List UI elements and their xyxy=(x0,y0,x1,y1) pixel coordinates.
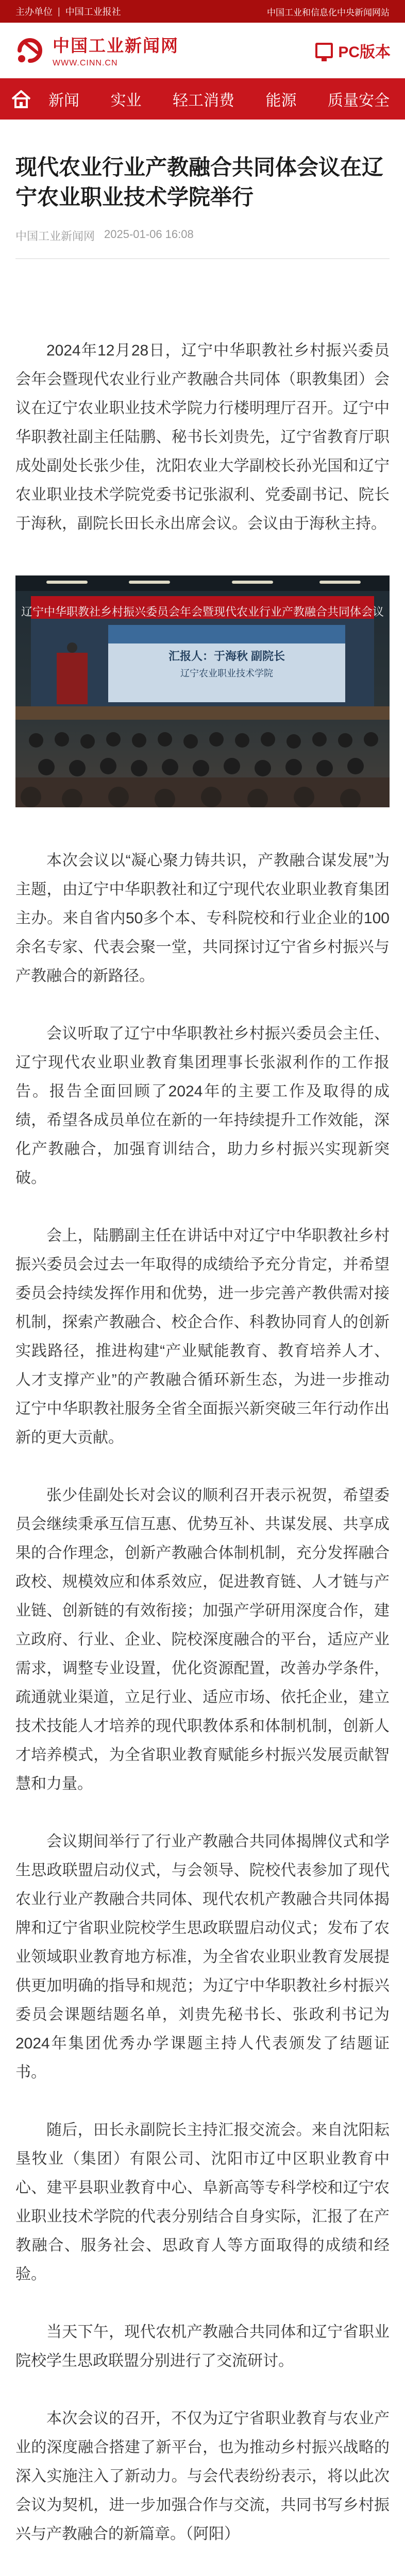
article-date: 2025-01-06 16:08 xyxy=(104,228,194,241)
nav-item-energy[interactable]: 能源 xyxy=(265,92,297,109)
sponsor-label: 主办单位 xyxy=(15,7,53,17)
article-paragraph: 会上，陆鹏副主任在讲话中对辽宁中华职教社乡村振兴委员会过去一年取得的成绩给予充分肯定，并希望委员会持续发挥作用和优势，进一步完善产教供需对接机制，探索产教融合、校企合作、科教协同育人的创新实践路径，推进构建“产业赋能教育、教育培养人才、人才支撑产业”的产教融合循环新生态，为进一步推动辽宁中华职教社服务全省全面振兴新突破三年行动作出新的更大贡献。 xyxy=(15,1227,390,1446)
article-paragraph: 本次会议的召开，不仅为辽宁省职业教育与农业产业的深度融合搭建了新平台，也为推动乡村振兴战略的深入实施注入了新动力。与会代表纷纷表示，将以此次会议为契机，进一步加强合作与交流，共同书写乡村振兴与产教融合的新篇章。（阿阳） xyxy=(15,2410,390,2543)
brand-name: 中国工业新闻网 xyxy=(53,36,179,55)
logo-icon xyxy=(14,35,45,66)
monitor-icon xyxy=(315,43,333,58)
article-paragraph: 当天下午，现代农机产教融合共同体和辽宁省职业院校学生思政联盟分别进行了交流研讨。 xyxy=(15,2324,390,2369)
top-bar xyxy=(0,0,405,23)
article-paragraph: 会议听取了辽宁中华职教社乡村振兴委员会主任、辽宁现代农业职业教育集团理事长张淑利作的工作报告。报告全面回顾了2024年的主要工作及取得的成绩，希望各成员单位在新的一年持续提升工作效能，深化产教融合，加强育训结合，助力乡村振兴实现新突破。 xyxy=(15,1025,390,1187)
pc-version-label: PC版本 xyxy=(338,43,391,61)
site-slogan: 中国工业和信息化中央新闻网站 xyxy=(267,7,390,18)
divider xyxy=(15,258,390,259)
site-header xyxy=(0,23,405,78)
top-bar-left: 主办单位 | 中国工业报社 xyxy=(15,5,121,18)
nav-item-quality-safety[interactable]: 质量安全 xyxy=(328,92,390,109)
article xyxy=(0,152,405,2576)
brand-url: WWW.CINN.CN xyxy=(53,59,118,67)
photo-banner-text: 辽宁中华职教社乡村振兴委员会年会暨现代农业行业产教融合共同体会议 xyxy=(21,605,384,618)
photo-screen-line1: 汇报人：于海秋 副院长 xyxy=(168,650,285,663)
home-icon[interactable] xyxy=(9,87,33,111)
sponsor-name: 中国工业报社 xyxy=(65,7,121,17)
nav-item-light-industry[interactable]: 轻工消费 xyxy=(173,92,234,109)
article-photo xyxy=(15,575,390,807)
photo-screen-line2: 辽宁农业职业技术学院 xyxy=(180,668,273,679)
nav-item-news[interactable]: 新闻 xyxy=(48,92,79,109)
main-nav xyxy=(0,78,405,120)
article-source: 中国工业新闻网 xyxy=(15,230,95,243)
brand-logo-link[interactable] xyxy=(14,32,179,68)
article-paragraph: 2024年12月28日，辽宁中华职教社乡村振兴委员会年会暨现代农业行业产教融合共同体（职教集团）会议在辽宁农业职业技术学院力行楼明理厅召开。辽宁中华职教社副主任陆鹏、秘书长刘贵先，辽宁省教育厅职成处副处长张少佳，沈阳农业大学副校长孙光国和辽宁农业职业技术学院党委书记张淑利、党委副书记、院长于海秋，副院长田长永出席会议。会议由于海秋主持。 xyxy=(15,342,390,532)
article-paragraph: 本次会议以“凝心聚力铸共识，产教融合谋发展”为主题，由辽宁中华职教社和辽宁现代农业职业教育集团主办。来自省内50多个本、专科院校和行业企业的100余名专家、代表会聚一堂，共同探讨辽宁省乡村振兴与产教融合的新路径。 xyxy=(15,852,390,985)
article-meta xyxy=(15,228,390,244)
article-paragraph: 随后，田长永副院长主持汇报交流会。来自沈阳耘垦牧业（集团）有限公司、沈阳市辽中区职业教育中心、建平县职业教育中心、阜新高等专科学校和辽宁农业职业技术学院的代表分别结合自身实际，汇报了在产教融合、服务社会、思政育人等方面取得的成绩和经验。 xyxy=(15,2122,390,2283)
article-paragraph: 会议期间举行了行业产教融合共同体揭牌仪式和学生思政联盟启动仪式，与会领导、院校代表参加了现代农业行业产教融合共同体、现代农机产教融合共同体揭牌和辽宁省职业院校学生思政联盟启动仪式；发布了农业领域职业教育地方标准，为全省农业职业教育发展提供更加明确的指导和规范；为辽宁中华职教社乡村振兴委员会课题结题名单，刘贵先秘书长、张政利书记为2024年集团优秀办学课题主持人代表颁发了结题证书。 xyxy=(15,1833,390,2081)
nav-item-industry[interactable]: 实业 xyxy=(110,92,142,109)
article-title: 现代农业行业产教融合共同体会议在辽宁农业职业技术学院举行 xyxy=(15,155,384,209)
pc-version-button[interactable] xyxy=(315,39,391,62)
article-paragraph: 张少佳副处长对会议的顺利召开表示祝贺，希望委员会继续秉承互信互惠、优势互补、共谋发展、共享成果的合作理念，创新产教融合体制机制，充分发挥融合政校、规模效应和体系效应，促进教育链、人才链与产业链、创新链的有效衔接；加强产学研用深度合作，建立政府、行业、企业、院校深度融合的平台，适应产业需求，调整专业设置，优化资源配置，改善办学条件，疏通就业渠道，立足行业、适应市场、依托企业，建立技术技能人才培养的现代职教体系和体制机制，创新人才培养模式，为全省职业教育赋能乡村振兴发展贡献智慧和力量。 xyxy=(15,1487,390,1792)
